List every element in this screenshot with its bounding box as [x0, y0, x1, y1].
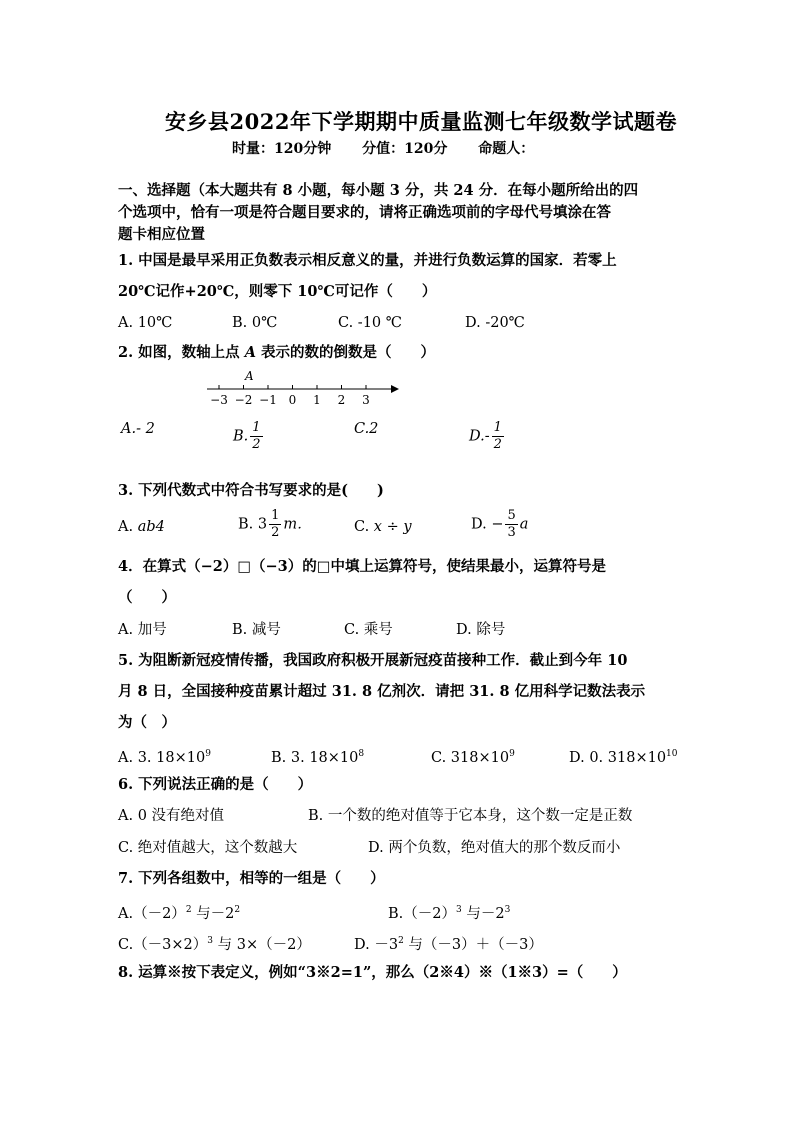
q6-option-c: C. 绝对值越大，这个数越大	[118, 840, 298, 856]
q5-option-b: B. 3. $18\times 10^8$	[271, 749, 365, 766]
number-line-arrow	[391, 385, 399, 393]
q2-option-d: D.- $\frac{1}{2}$	[469, 420, 502, 452]
point-a-label: A	[245, 369, 254, 383]
q7-option-c: $C.(-3\times 2)^3$ 与 3×（－2）	[118, 936, 311, 953]
q6-option-b: B. 一个数的绝对值等于它本身，这个数一定是正数	[308, 808, 633, 824]
number-line-tick-label: −3	[210, 393, 228, 407]
number-line-tick-label: 3	[362, 393, 370, 407]
q2-option-c: C.2	[354, 421, 379, 437]
q4-stem-line-2: （ ）	[118, 589, 176, 606]
q6-stem: 6. 下列说法正确的是（ ）	[118, 776, 313, 793]
q4-option-a: A. 加号	[118, 622, 167, 638]
q1-option-a: A. 10℃	[118, 315, 173, 331]
number-line-tick-label: 2	[337, 393, 346, 407]
q1-option-b: B. 0℃	[232, 315, 278, 331]
exam-info	[232, 138, 560, 158]
section-heading-line-1: 一、选择题（本大题共有 8 小题，每小题 3 分，共 24 分．在每小题所给出的四	[118, 182, 639, 199]
number-line-figure	[205, 368, 405, 408]
q7-option-b: $B.(-2)^3$ 与$-2^3$	[388, 905, 511, 922]
q8-stem: 8. 运算※按下表定义，例如“3※2=1”，那么（2※4）※（1※3）=（ ）	[118, 964, 627, 981]
author: 命题人：	[478, 141, 535, 157]
section-heading-line-3: 题卡相应位置	[118, 226, 205, 243]
q1-stem-line-2: 20℃记作+20℃，则零下 10℃可记作（ ）	[118, 283, 437, 300]
q3-option-b: B. 3 $\frac{1}{2}$ m．	[238, 508, 312, 540]
fraction: $\frac{5}{3}$	[507, 508, 516, 540]
q7-option-d: D. $-3^2$ 与（－3）＋（－3）	[354, 936, 543, 953]
q3-option-c: C. x ÷ y	[354, 519, 412, 535]
page-title: 安乡县2022年下学期期中质量监测七年级数学试题卷	[165, 109, 677, 134]
q5-option-c: C. $318\times 10^9$	[431, 749, 515, 766]
q5-option-d: D. 0. $318\times 10^{10}$	[569, 749, 678, 766]
q6-option-d: D. 两个负数，绝对值大的那个数反而小	[368, 840, 621, 856]
q5-stem-line-3: 为（ ）	[118, 714, 176, 731]
q4-option-b: B. 减号	[232, 622, 281, 638]
q5-option-a: A. 3. $18\times 10^9$	[118, 749, 211, 766]
q3-stem: 3. 下列代数式中符合书写要求的是( )	[118, 482, 384, 499]
q1-option-d: D. -20℃	[465, 315, 525, 331]
number-line-ticks	[210, 385, 370, 407]
total-score: 分值：120分	[362, 141, 448, 157]
q6-option-a: A. 0 没有绝对值	[118, 808, 225, 824]
q3-option-d: D. − $\frac{5}{3}$ a	[471, 508, 529, 540]
fraction: $\frac{1}{2}$	[252, 420, 261, 452]
q1-option-c: C. -10 ℃	[338, 315, 402, 331]
time-limit: 时量：120分钟	[232, 141, 332, 157]
number-line-tick-label: 0	[288, 393, 297, 407]
section-heading-line-2: 个选项中，恰有一项是符合题目要求的，请将正确选项前的字母代号填涂在答	[118, 204, 611, 221]
q2-option-a: A.- 2	[121, 421, 155, 437]
q1-stem-line-1: 1. 中国是最早采用正负数表示相反意义的量，并进行负数运算的国家．若零上	[118, 252, 617, 269]
q3-option-a: A. ab4	[118, 519, 165, 535]
fraction: $\frac{1}{2}$	[493, 420, 502, 452]
q2-stem: 2. 如图，数轴上点 A 表示的数的倒数是（ ）	[118, 344, 436, 361]
fraction: $\frac{1}{2}$	[271, 508, 280, 540]
q4-option-c: C. 乘号	[344, 622, 393, 638]
number-line-tick-label: −2	[234, 393, 253, 407]
q4-option-d: D. 除号	[456, 622, 506, 638]
q4-stem-line-1: 4．在算式（−2）□（−3）的□中填上运算符号，使结果最小，运算符号是	[118, 558, 606, 575]
q7-option-a: $A.(-2)^2$ 与$-2^2$	[118, 905, 241, 922]
q7-stem: 7. 下列各组数中，相等的一组是（ ）	[118, 870, 385, 887]
number-line-tick-label: −1	[259, 393, 277, 407]
number-line-tick-label: 1	[313, 393, 321, 407]
q2-option-b: B. $\frac{1}{2}$	[233, 420, 261, 452]
q5-stem-line-2: 月 8 日，全国接种疫苗累计超过 31. 8 亿剂次．请把 31. 8 亿用科学记数法表示	[118, 683, 646, 700]
q5-stem-line-1: 5. 为阻断新冠疫情传播，我国政府积极开展新冠疫苗接种工作．截止到今年 10	[118, 652, 628, 669]
